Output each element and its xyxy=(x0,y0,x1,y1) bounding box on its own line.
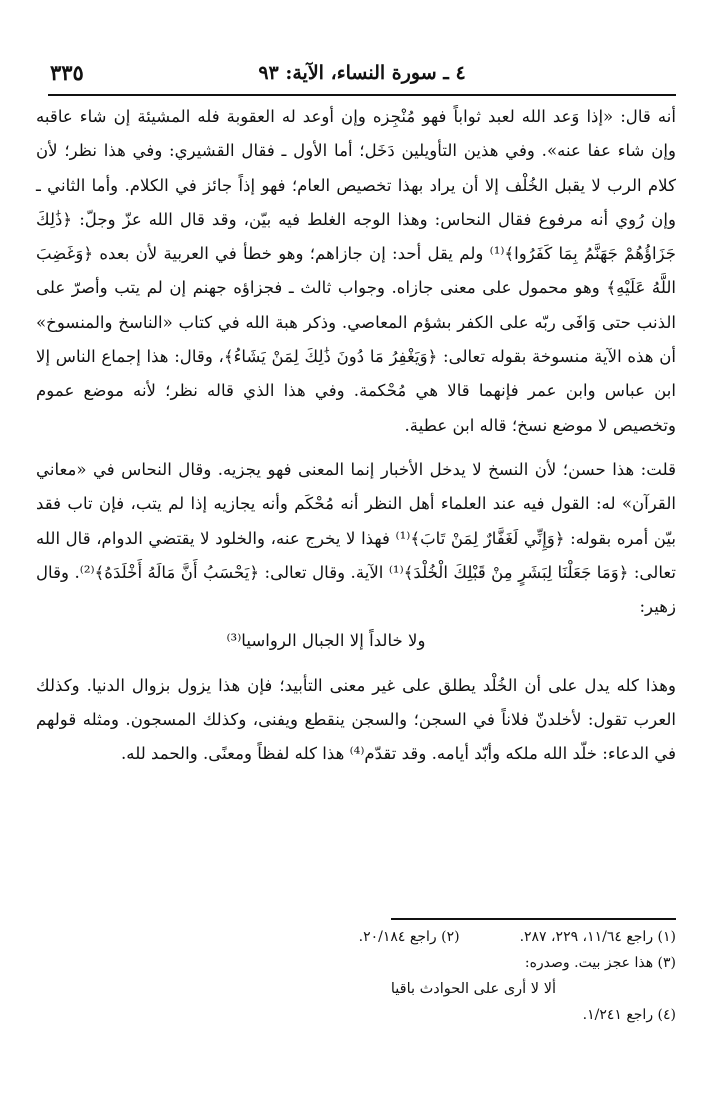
footnote-3-verse: ألا لا أرى على الحوادث باقيا xyxy=(390,981,556,997)
footnote-1: (١) راجع ١١/٦٤، ٢٢٩، ٢٨٧. xyxy=(519,929,676,945)
page-number: ٣٣٥ xyxy=(50,60,84,85)
paragraph-2: قلت: هذا حسن؛ لأن النسخ لا يدخل الأخبار إنما المعنى فهو يجزيه. وقال النحاس في «معاني القرآن» له: القول فيه عند العلماء أهل النظر أنه مُحْكَم وأنه يجازيه إذا لم يتب، فإن تاب فقد بيّن أمره بقوله: ﴿وَإِنِّي لَغَفَّارٌ لِمَنْ تَابَ﴾⁽¹⁾ فهذا لا يخرج عنه، والخلود لا يقتضي الدوام، قال الله تعالى: ﴿وَمَا جَعَلْنَا لِبَشَرٍ مِنْ قَبْلِكَ الْخُلْدَ﴾⁽¹⁾ الآية. وقال تعالى: ﴿يَحْسَبُ أَنَّ مَالَهُ أَخْلَدَهُ﴾⁽²⁾. وقال زهير: xyxy=(36,459,677,617)
header-rule xyxy=(48,94,676,96)
paragraph-1: أنه قال: «إذا وَعد الله لعبد ثواباً فهو مُنْجِزه وإن أوعد له العقوبة فله المشيئة إن شاء عاقبه وإن شاء عفا عنه». وفي هذين التأويلين دَخَل؛ أما الأول ـ فقال القشيري: وفي هذا نظر؛ لأن كلام الرب لا يقبل الخُلْف إلا أن يراد بهذا تخصيص العام؛ فهو إذاً جائز في الكلام. وأما الثاني ـ وإن رُوي أنه مرفوع فقال النحاس: وهذا الوجه الغلط فيه بيّن، وقد قال الله عزّ وجلّ: ﴿ذَٰلِكَ جَزَاؤُهُمْ جَهَنَّمُ بِمَا كَفَرُوا﴾⁽¹⁾ ولم يقل أحد: إن جازاهم؛ وهو خطأ في العربية لأن بعده ﴿وَغَضِبَ اللَّهُ عَلَيْهِ﴾ وهو محمول على معنى جازاه. وجواب ثالث ـ فجزاؤه جهنم إن لم يتب وأصرّ على الذنب حتى وَافَى ربّه على الكفر بشؤم المعاصي. وذكر هبة الله في كتاب «الناسخ والمنسوخ» أن هذه الآية منسوخة بقوله تعالى: ﴿وَيَغْفِرُ مَا دُونَ ذَٰلِكَ لِمَنْ يَشَاءُ﴾، وقال: هذا إجماع الناس إلا ابن عباس وابن عمر فإنهما قالا هي مُحْكمة. وفي هذا الذي قاله نظر؛ لأنه موضع عموم وتخصيص لا موضع نسخ؛ قاله ابن عطية. xyxy=(36,107,676,435)
poetry-verse: ولا خالداً إلا الجبال الرواسيا⁽³⁾ xyxy=(226,631,426,651)
footnote-separator xyxy=(391,918,676,920)
footnotes xyxy=(36,924,676,1028)
footnote-3: (٣) هذا عجز بيت. وصدره: xyxy=(524,955,676,971)
footnote-row-1 xyxy=(36,924,676,950)
footnote-4: (٤) راجع ١/٢٤١. xyxy=(582,1007,676,1023)
page-header xyxy=(48,50,676,90)
paragraph-3: وهذا كله يدل على أن الخُلْد يطلق على غير معنى التأبيد؛ فإن هذا يزول بزوال الدنيا. وكذلك العرب تقول: لأخلدنّ فلاناً في السجن؛ والسجن ينقطع ويفنى، وكذلك المسجون. ومثله قولهم في الدعاء: خلّد الله ملكه وأبّد أيامه. وقد تقدّم⁽⁴⁾ هذا كله لفظاً ومعنًى. والحمد لله. xyxy=(36,675,676,764)
main-text xyxy=(36,100,676,772)
running-title: ٤ ـ سورة النساء، الآية: ٩٣ xyxy=(258,62,466,84)
footnote-2: (٢) راجع ٢٠/١٨٤. xyxy=(358,929,460,945)
